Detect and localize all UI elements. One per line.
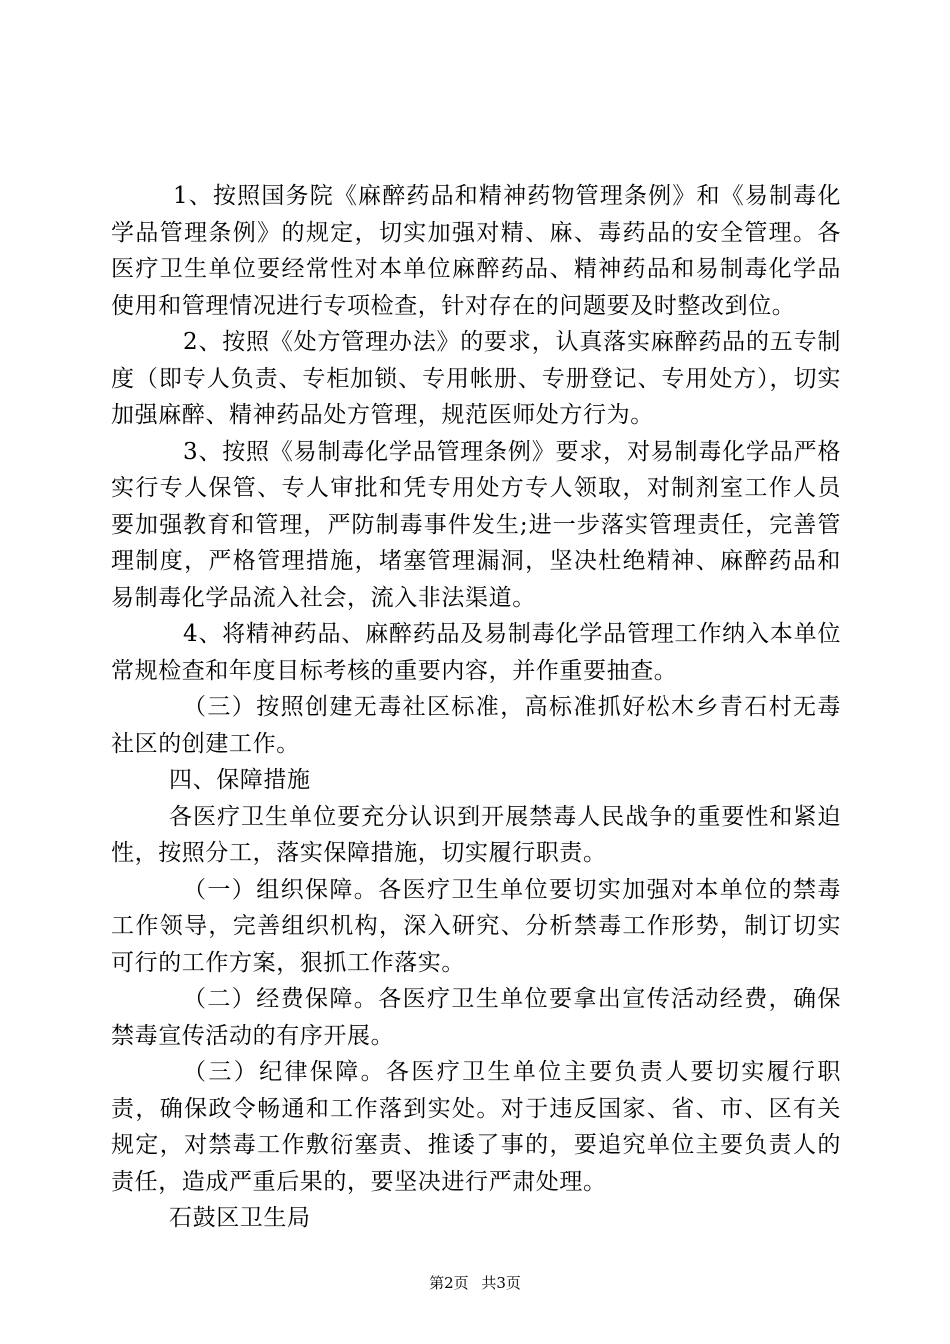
paragraph-item-1: 1、按照国务院《麻醉药品和精神药物管理条例》和《易制毒化学品管理条例》的规定，切实加强对精、麻、毒药品的安全管理。各医疗卫生单位要经常性对本单位麻醉药品、精神药品和易制毒化学品使用和管理情况进行专项检查，针对存在的问题要及时整改到位。: [111, 183, 841, 319]
paragraph-item-4: 4、将精神药品、麻醉药品及易制毒化学品管理工作纳入本单位常规检查和年度目标考核的重要内容，并作重要抽查。: [111, 621, 841, 684]
signature-line: 石鼓区卫生局: [169, 1205, 311, 1231]
paragraph-item-3: 3、按照《易制毒化学品管理条例》要求，对易制毒化学品严格实行专人保管、专人审批和凭专用处方专人领取，对制剂室工作人员要加强教育和管理，严防制毒事件发生;进一步落实管理责任，完善管理制度，严格管理措施，堵塞管理漏洞，坚决杜绝精神、麻醉药品和易制毒化学品流入社会，流入非法渠道。: [111, 438, 841, 611]
paragraph-item-2: 2、按照《处方管理办法》的要求，认真落实麻醉药品的五专制度（即专人负责、专柜加锁、专用帐册、专册登记、专用处方），切实加强麻醉、精神药品处方管理，规范医师处方行为。: [111, 329, 841, 428]
paragraph-funding: （二）经费保障。各医疗卫生单位要拿出宣传活动经费，确保禁毒宣传活动的有序开展。: [111, 986, 841, 1049]
page-footer: [0, 1272, 950, 1293]
document-body: [111, 178, 841, 1237]
paragraph-organization: （一）组织保障。各医疗卫生单位要切实加强对本单位的禁毒工作领导，完善组织机构，深入研究、分析禁毒工作形势，制订切实可行的工作方案，狠抓工作落实。: [111, 876, 841, 976]
paragraph-section-3: （三）按照创建无毒社区标准，高标准抓好松木乡青石村无毒社区的创建工作。: [111, 694, 841, 757]
paragraph-discipline: （三）纪律保障。各医疗卫生单位主要负责人要切实履行职责，确保政令畅通和工作落到实处。对于违反国家、省、市、区有关规定，对禁毒工作敷衍塞责、推诿了事的，要追究单位主要负责人的责任，造成严重后果的，要坚决进行严肃处理。: [111, 1059, 841, 1195]
page-number: 第2页: [429, 1274, 469, 1292]
page-total: 共3页: [481, 1274, 521, 1292]
section-heading-4: 四、保障措施: [169, 767, 311, 793]
paragraph-intro: 各医疗卫生单位要充分认识到开展禁毒人民战争的重要性和紧迫性，按照分工，落实保障措施，切实履行职责。: [111, 803, 841, 866]
